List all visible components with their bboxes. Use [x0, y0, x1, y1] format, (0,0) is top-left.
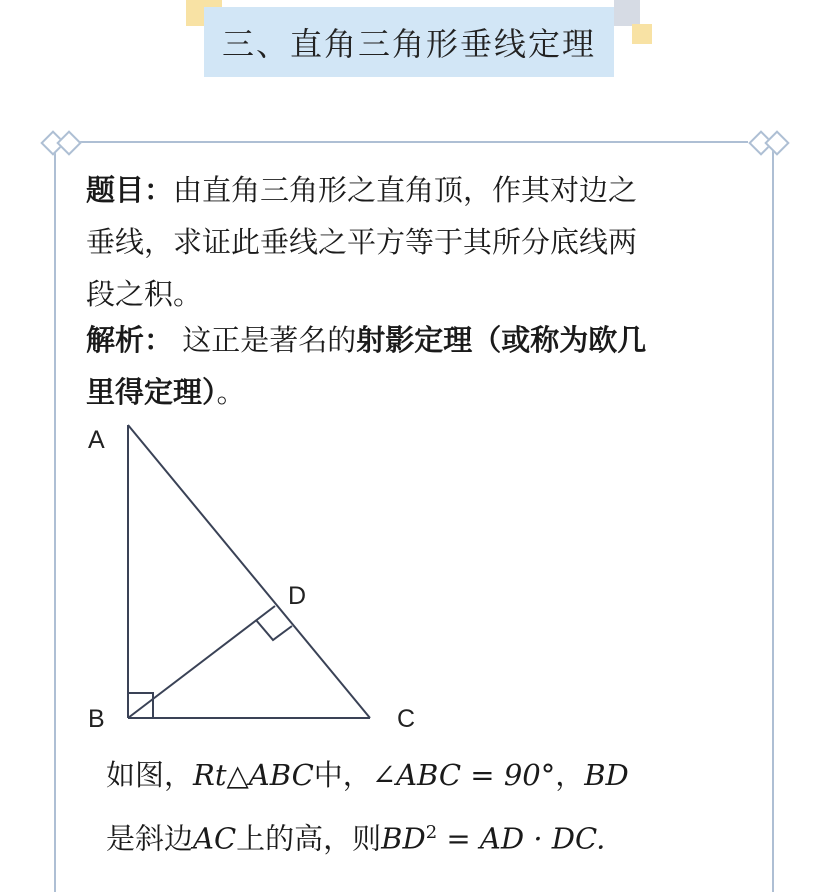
- caption-text: ，: [555, 758, 585, 792]
- page-title: 三、直角三角形垂线定理: [221, 25, 596, 63]
- analysis-theorem-name-cont: 里得定理）: [86, 375, 217, 409]
- vertex-label-d: D: [288, 582, 307, 610]
- right-angle-mark-d: [256, 620, 292, 640]
- caption-math-bd: BD: [584, 758, 629, 792]
- caption-text: 上的高，则: [236, 821, 382, 856]
- problem-line-3: 段之积。: [86, 277, 203, 311]
- caption-math-ac: AC: [193, 821, 237, 856]
- caption-math-equation-rest: = AD · DC.: [437, 821, 606, 856]
- vertex-label-c: C: [397, 705, 416, 733]
- analysis-text-end: 。: [216, 375, 246, 409]
- problem-text-1: 由直角三角形之直角顶，作其对边之: [173, 173, 638, 207]
- analysis-label: 解析：: [86, 323, 174, 357]
- caption-text: 如图，: [106, 758, 194, 792]
- caption-text: 中，: [313, 758, 372, 792]
- figure-caption: [106, 746, 746, 868]
- caption-math-exponent: 2: [425, 822, 438, 843]
- segment-bd-altitude: [128, 606, 275, 718]
- analysis-text-plain: 这正是著名的: [173, 323, 357, 357]
- caption-line-1: [106, 746, 746, 804]
- caption-math-equation: BD: [381, 821, 426, 856]
- vertex-label-b: B: [88, 705, 105, 733]
- caption-math-triangle: Rt△ABC: [193, 758, 314, 792]
- problem-line-2: 垂线，求证此垂线之平方等于其所分底线两: [86, 225, 638, 259]
- segment-ac-hypotenuse: [128, 425, 370, 718]
- caption-line-2: [106, 804, 746, 868]
- problem-label: 题目：: [86, 173, 174, 207]
- vertex-label-a: A: [88, 426, 105, 454]
- caption-math-angle: ∠ABC = 90°: [371, 758, 556, 792]
- analysis-theorem-name: 射影定理（或称为欧几: [356, 323, 647, 357]
- caption-text: 是斜边: [106, 821, 194, 856]
